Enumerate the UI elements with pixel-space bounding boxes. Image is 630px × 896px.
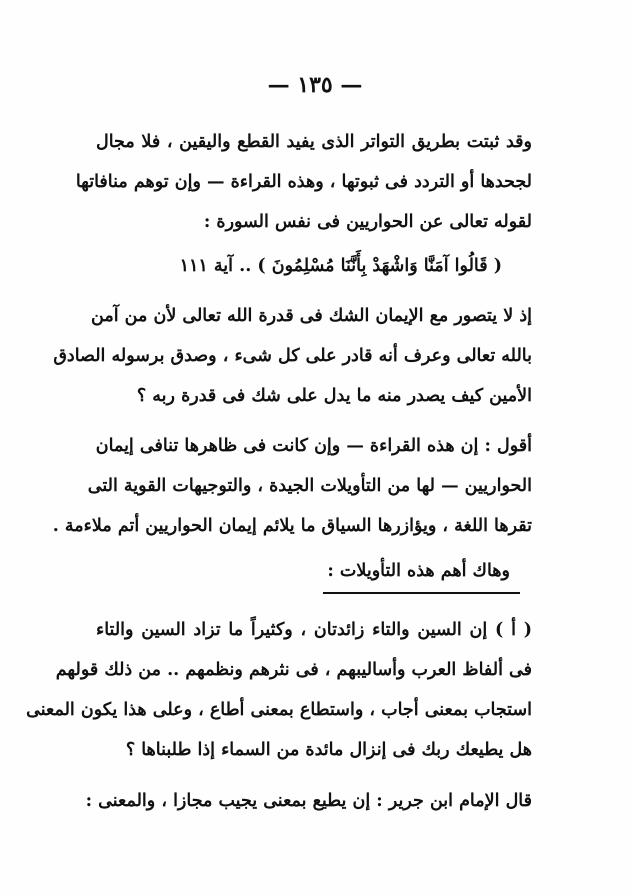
paragraph-a-line-3: استجاب بمعنى أجاب ، واستطاع بمعنى أطاع ، وعلى هذا يكون المعنى	[26, 700, 532, 720]
paragraph-2-line-1: إذ لا يتصور مع الإيمان الشك فى قدرة الله تعالى لأن من آمن	[91, 306, 532, 326]
page-number: — ١٣٥ —	[267, 72, 363, 98]
paragraph-2-line-3: الأمين كيف يصدر منه ما يدل على شك فى قدرة ربه ؟	[136, 386, 532, 406]
paragraph-a-line-1: ( أ ) إن السين والتاء زائدتان ، وكثيراً ما تزاد السين والتاء	[96, 620, 532, 640]
paragraph-3-line-3: تقرها اللغة ، ويؤازرها السياق ما يلائم إيمان الحواريين أتم ملاءمة .	[52, 516, 532, 536]
quran-verse: ( قَالُوا آمَنَّا وَاشْهَدْ بِأَنَّنَا مُسْلِمُونَ ) .. آية ١١١	[179, 256, 502, 276]
heading-underline	[323, 592, 520, 594]
paragraph-2-line-2: بالله تعالى وعرف أنه قادر على كل شىء ، وصدق برسوله الصادق	[53, 346, 532, 366]
paragraph-1-line-3: لقوله تعالى عن الحواريين فى نفس السورة :	[203, 212, 532, 232]
paragraph-a-line-4: هل يطيعك ربك فى إنزال مائدة من السماء إذا طلبناها ؟	[125, 740, 532, 760]
paragraph-1-line-1: وقد ثبتت بطريق التواتر الذى يفيد القطع واليقين ، فلا مجال	[96, 132, 532, 152]
paragraph-final-line-1: قال الإمام ابن جرير : إن يطيع بمعنى يجيب مجازا ، والمعنى :	[85, 791, 532, 811]
paragraph-1-line-2: لجحدها أو التردد فى ثبوتها ، وهذه القراءة — وإن توهم منافاتها	[75, 172, 532, 192]
paragraph-3-line-1: أقول : إن هذه القراءة — وإن كانت فى ظاهرها تنافى إيمان	[95, 436, 532, 456]
section-heading: وهاك أهم هذه التأويلات :	[327, 561, 510, 581]
paragraph-a-line-2: فى ألفاظ العرب وأساليبهم ، فى نثرهم ونظمهم .. من ذلك قولهم	[55, 660, 532, 680]
paragraph-3-line-2: الحواريين — لها من التأويلات الجيدة ، والتوجيهات القوية التى	[87, 476, 532, 496]
